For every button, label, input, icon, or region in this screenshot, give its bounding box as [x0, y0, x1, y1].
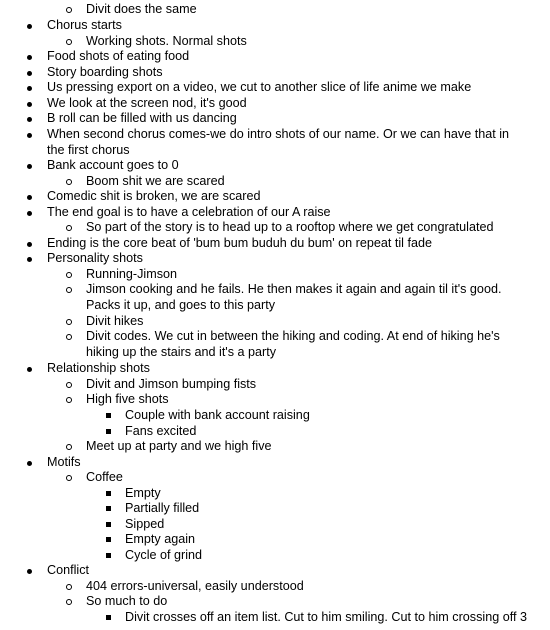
square-bullet-icon	[106, 615, 111, 620]
bullet-icon	[27, 133, 32, 138]
list-item-text: Bank account goes to 0	[47, 158, 179, 172]
list-item-text: B roll can be filled with us dancing	[47, 111, 237, 125]
list-item-text: Jimson cooking and he fails. He then makes it again and again til it's good. Packs it up, and goes to this party	[86, 282, 502, 312]
square-bullet-icon	[106, 522, 111, 527]
bullet-icon	[27, 461, 32, 466]
list-item-text: Fans excited	[125, 424, 197, 438]
list-item-text: Chorus starts	[47, 18, 122, 32]
list-item-text: Conflict	[47, 563, 89, 577]
list-item-text: The end goal is to have a celebration of our A raise	[47, 205, 331, 219]
square-bullet-icon	[106, 413, 111, 418]
list-item-text: Cycle of grind	[125, 548, 202, 562]
bullet-icon	[27, 257, 32, 262]
bullet-icon	[27, 195, 32, 200]
hollow-bullet-icon	[66, 7, 72, 13]
bullet-icon	[27, 367, 32, 372]
square-bullet-icon	[106, 506, 111, 511]
list-item-text: So much to do	[86, 594, 168, 608]
list-item-text: Divit does the same	[86, 2, 197, 16]
bullet-icon	[27, 211, 32, 216]
hollow-bullet-icon	[66, 334, 72, 340]
list-item-text: Personality shots	[47, 251, 143, 265]
list-item-text: Empty	[125, 486, 161, 500]
hollow-bullet-icon	[66, 179, 72, 185]
bullet-icon	[27, 164, 32, 169]
hollow-bullet-icon	[66, 225, 72, 231]
list-item-text: Divit crosses off an item list. Cut to him smiling. Cut to him crossing off 3	[125, 610, 527, 624]
list-item-text: Divit hikes	[86, 314, 144, 328]
list-item-text: High five shots	[86, 392, 169, 406]
list-item-text: Sipped	[125, 517, 165, 531]
list-item-text: We look at the screen nod, it's good	[47, 96, 247, 110]
list-item-text: Motifs	[47, 455, 81, 469]
hollow-bullet-icon	[66, 39, 72, 45]
list-item-text: Divit codes. We cut in between the hiking and coding. At end of hiking he's hiking up the stairs and it's a party	[86, 329, 500, 359]
list-item-text: Comedic shit is broken, we are scared	[47, 189, 261, 203]
bullet-icon	[27, 569, 32, 574]
list-item-text: So part of the story is to head up to a rooftop where we get congratulated	[86, 220, 494, 234]
bullet-icon	[27, 71, 32, 76]
list-item-text: Relationship shots	[47, 361, 150, 375]
bullet-icon	[27, 242, 32, 247]
square-bullet-icon	[106, 537, 111, 542]
list-item-text: Couple with bank account raising	[125, 408, 310, 422]
list-item-text: Empty again	[125, 532, 196, 546]
bullet-icon	[27, 24, 32, 29]
square-bullet-icon	[106, 553, 111, 558]
hollow-bullet-icon	[66, 397, 72, 403]
list-item-text: Story boarding shots	[47, 65, 163, 79]
hollow-bullet-icon	[66, 444, 72, 450]
hollow-bullet-icon	[66, 272, 72, 278]
list-item-text: 404 errors-universal, easily understood	[86, 579, 304, 593]
square-bullet-icon	[106, 429, 111, 434]
list-item-text: Us pressing export on a video, we cut to another slice of life anime we make	[47, 80, 472, 94]
list-item-text: Ending is the core beat of 'bum bum buduh du bum' on repeat til fade	[47, 236, 432, 250]
list-item-text: Meet up at party and we high five	[86, 439, 272, 453]
list-item-text: Food shots of eating food	[47, 49, 190, 63]
bullet-icon	[27, 86, 32, 91]
list-item-text: Divit and Jimson bumping fists	[86, 377, 257, 391]
hollow-bullet-icon	[66, 599, 72, 605]
list-item-text: Partially filled	[125, 501, 200, 515]
bullet-icon	[27, 55, 32, 60]
list-item-text: When second chorus comes-we do intro shots of our name. Or we can have that in the first chorus	[47, 127, 510, 157]
bullet-icon	[27, 117, 32, 122]
hollow-bullet-icon	[66, 382, 72, 388]
list-item-text: Coffee	[86, 470, 123, 484]
hollow-bullet-icon	[66, 319, 72, 325]
list-item-text: Running-Jimson	[86, 267, 177, 281]
hollow-bullet-icon	[66, 584, 72, 590]
list-item-text: Working shots. Normal shots	[86, 34, 247, 48]
list-item-text: Boom shit we are scared	[86, 174, 225, 188]
square-bullet-icon	[106, 491, 111, 496]
hollow-bullet-icon	[66, 287, 72, 293]
hollow-bullet-icon	[66, 475, 72, 481]
bullet-icon	[27, 102, 32, 107]
